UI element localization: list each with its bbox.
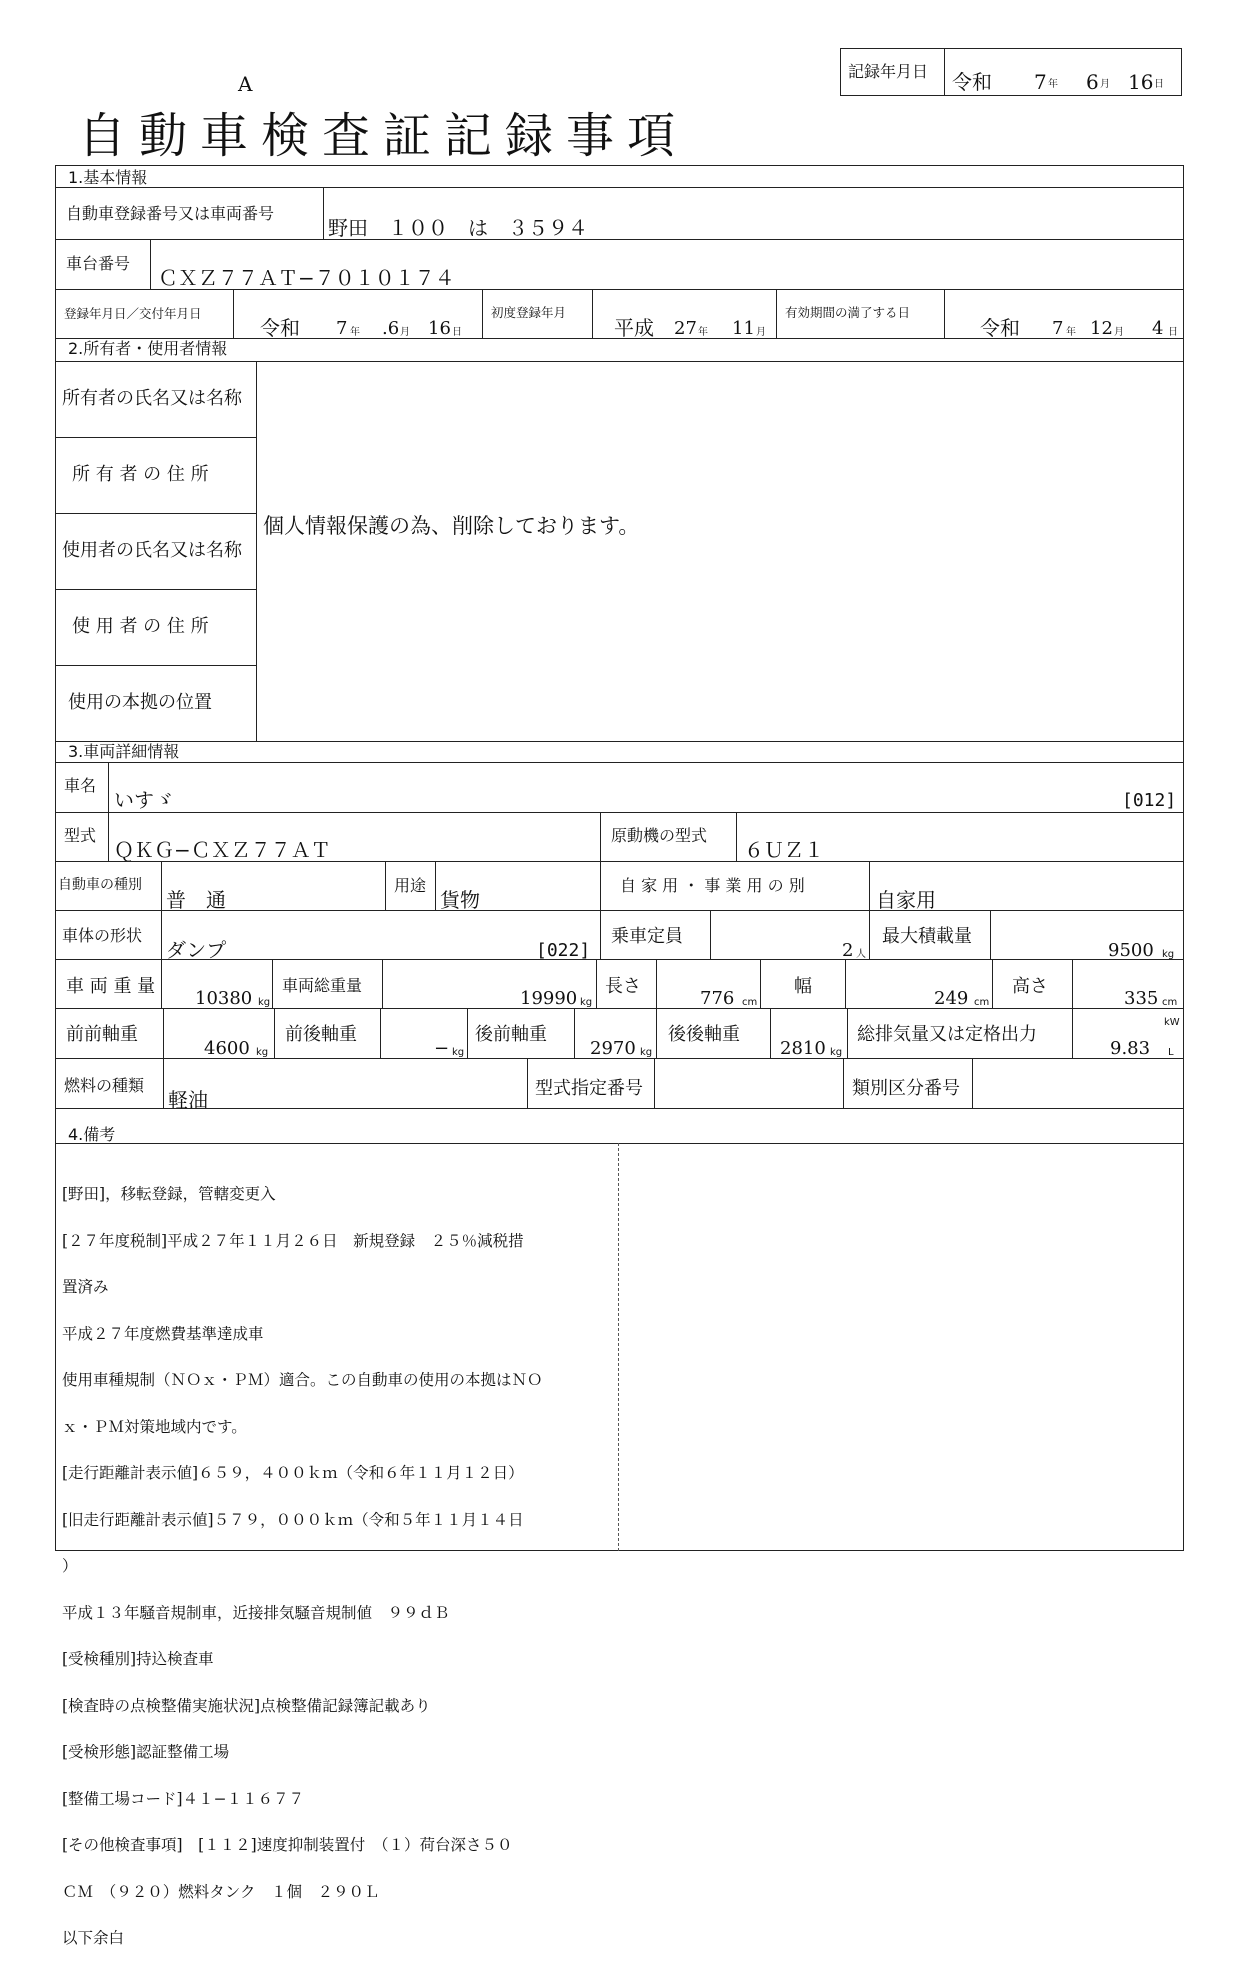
unit-kg: kg [830,1047,843,1058]
first-reg-label: 初度登録年月 [491,305,567,320]
unit-cm: cm [1162,997,1178,1008]
displacement-label: 総排気量又は定格出力 [857,1024,1037,1045]
reg-number: 野田 １００ は ３５９４ [328,216,588,240]
remark-line: 平成２７年度燃費基準達成車 [62,1324,264,1343]
vehicle-type: 普 通 [166,888,226,912]
remark-line: [検査時の点検整備実施状況]点検整備記録簿記載あり [62,1696,431,1715]
remark-line: [走行距離計表示値]６５９，４００ｋｍ（令和６年１１月１２日） [62,1464,524,1482]
ff-axle: 4600 [204,1038,250,1059]
unit-month: 月 [1114,327,1124,338]
remark-line: 置済み [62,1278,109,1296]
unit-month: 月 [1100,79,1110,90]
ff-axle-label: 前前軸重 [66,1024,138,1045]
section3-heading: 3.車両詳細情報 [68,742,180,761]
displacement: 9.83 [1110,1038,1151,1059]
unit-kw: kW [1164,1017,1180,1028]
unit-cm: cm [974,997,990,1008]
expiry-day: 4 [1152,318,1164,339]
base-location-label: 使用の本拠の位置 [68,692,212,713]
body-shape: ダンプ [166,938,227,962]
first-reg-era: 平成 [614,316,654,340]
height: 335 [1124,988,1159,1009]
first-reg-year: 27 [674,318,697,339]
use-label: 自 家 用 ・ 事 業 用 の 別 [620,876,805,895]
fuel-label: 燃料の種類 [64,1076,145,1095]
unit-month: 月 [756,327,766,338]
expiry-era: 令和 [980,316,1020,340]
remark-line: [野田]，移転登録，管轄変更入 [62,1185,276,1203]
unit-person: 人 [856,949,866,960]
remark-line: ｘ・ＰＭ対策地域内です。 [62,1417,247,1436]
document-title: 自動車検査証記録事項 [78,108,689,164]
unit-kg: kg [1162,949,1175,960]
unit-year: 年 [1048,79,1058,90]
unit-l: L [1168,1047,1174,1058]
width: 249 [934,988,969,1009]
weight-label: 車 両 重 量 [66,976,156,997]
first-reg-month: 11 [732,318,755,339]
expiry-label: 有効期間の満了する日 [785,305,911,320]
unit-day: 日 [1154,79,1164,90]
section2-heading: 2.所有者・使用者情報 [68,339,228,358]
expiry-year: 7 [1052,318,1064,339]
section4-heading: 4.備考 [68,1125,116,1144]
user-name-label: 使用者の氏名又は名称 [62,540,242,561]
owner-name-label: 所有者の氏名又は名称 [62,388,242,409]
expiry-month: 12 [1090,318,1113,339]
unit-kg: kg [256,1047,269,1058]
unit-day: 日 [452,327,462,338]
reg-date-label: 登録年月日／交付年月日 [64,306,202,321]
vehicle-type-label: 自動車の種別 [58,877,142,893]
height-label: 高さ [1012,976,1048,997]
length: 776 [700,988,735,1009]
designation-label: 型式指定番号 [535,1078,643,1099]
fr-axle-label: 前後軸重 [285,1024,357,1045]
capacity: 2 [842,940,854,961]
record-date-day: 16 [1128,70,1154,94]
unit-kg: kg [640,1047,653,1058]
remark-line: ） [62,1557,78,1575]
max-load-label: 最大積載量 [882,926,972,947]
rr-axle: 2810 [780,1038,826,1059]
width-label: 幅 [794,976,812,997]
remark-line: [その他検査事項] [１１２]速度抑制装置付 （１）荷台深さ５０ [62,1836,513,1854]
record-date-label: 記録年月日 [848,62,929,81]
rf-axle-label: 後前軸重 [475,1024,547,1045]
unit-year: 年 [1066,327,1076,338]
length-label: 長さ [605,976,641,997]
copy-mark: A [238,72,253,96]
user-address-label: 使 用 者 の 住 所 [72,616,209,637]
remarks [62,1156,618,1962]
purpose: 貨物 [440,888,480,912]
car-name-code: [012] [1122,790,1177,811]
car-name: いすゞ [114,788,174,812]
gross-weight-label: 車両総重量 [282,976,363,995]
privacy-notice: 個人情報保護の為、削除しております。 [263,514,640,538]
reg-date-era: 令和 [260,316,300,340]
unit-year: 年 [698,327,708,338]
unit-kg: kg [580,997,593,1008]
model-label: 型式 [64,826,97,845]
use: 自家用 [876,888,936,912]
remark-line: [受検形態]認証整備工場 [62,1743,230,1761]
chassis-number: ＣＸＺ７７ＡＴ−７０１０１７４ [158,266,455,290]
engine: ６ＵＺ１ [744,838,824,862]
purpose-label: 用途 [394,876,427,895]
capacity-label: 乗車定員 [611,926,683,947]
gross-weight: 19990 [520,988,578,1009]
unit-day: 日 [1168,327,1178,338]
remark-line: [受検種別]持込検査車 [62,1650,214,1668]
remark-line: ＣＭ （９２０）燃料タンク １個 ２９０Ｌ [62,1882,380,1901]
remark-line: 使用車種規制（ＮＯｘ・ＰＭ）適合。この自動車の使用の本拠はＮＯ [62,1371,543,1389]
model: ＱＫＧ−ＣＸＺ７７ＡＴ [114,838,331,862]
reg-number-label: 自動車登録番号又は車両番号 [66,204,275,223]
car-name-label: 車名 [64,776,97,795]
unit-month: 月 [400,327,410,338]
rr-axle-label: 後後軸重 [668,1024,740,1045]
engine-label: 原動機の型式 [611,826,708,845]
unit-cm: cm [742,997,758,1008]
fuel: 軽油 [168,1088,208,1112]
reg-date-month: .6 [382,318,400,339]
unit-kg: kg [452,1047,465,1058]
rf-axle: 2970 [590,1038,636,1059]
owner-address-label: 所 有 者 の 住 所 [72,464,209,485]
remark-line: [旧走行距離計表示値]５７９，０００ｋｍ（令和５年１１月１４日 [62,1510,524,1529]
category-label: 類別区分番号 [852,1078,960,1099]
max-load: 9500 [1108,940,1154,961]
record-date-era: 令和 [952,70,992,94]
section1-heading: 1.基本情報 [68,168,148,187]
body-shape-label: 車体の形状 [62,926,143,945]
unit-kg: kg [258,997,271,1008]
reg-date-year: 7 [336,318,348,339]
unit-year: 年 [350,327,360,338]
remark-line: 平成１３年騒音規制車，近接排気騒音規制値 ９９ｄＢ [62,1603,450,1622]
chassis-label: 車台番号 [66,254,131,273]
fr-axle: − [434,1038,450,1059]
record-date-month: 6 [1086,70,1099,94]
remark-line: 以下余白 [62,1929,125,1947]
reg-date-day: 16 [428,318,451,339]
body-code: [022] [536,940,591,961]
remark-line: [整備工場コード]４１−１１６７７ [62,1789,305,1808]
remark-line: [２７年度税制]平成２７年１１月２６日 新規登録 ２５％減税措 [62,1231,524,1250]
record-date-year: 7 [1034,70,1047,94]
weight: 10380 [195,988,253,1009]
